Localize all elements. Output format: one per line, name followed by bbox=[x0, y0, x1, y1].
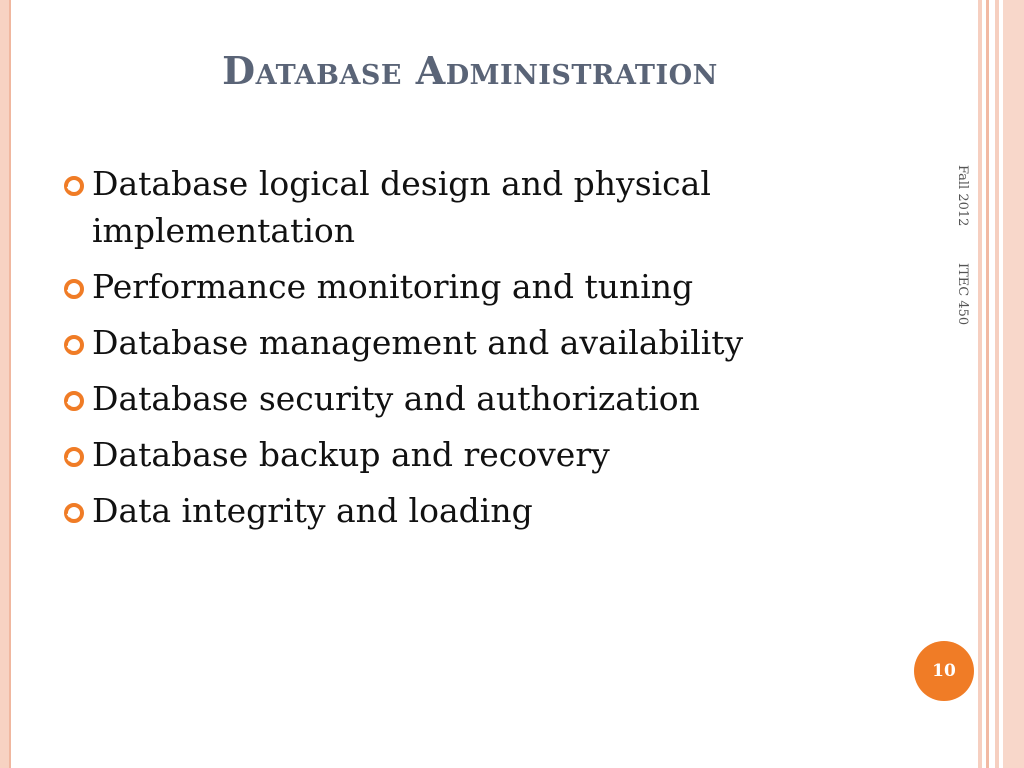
bullet-text: Data integrity and loading bbox=[92, 491, 533, 530]
ring-bullet-icon bbox=[64, 503, 84, 523]
ring-bullet-icon bbox=[64, 279, 84, 299]
bullet-item bbox=[62, 487, 862, 534]
bullet-item bbox=[62, 319, 862, 366]
footer-course: ITEC 450 bbox=[955, 262, 970, 325]
bullet-item bbox=[62, 263, 862, 310]
page-number: 10 bbox=[932, 661, 956, 681]
left-border-line bbox=[9, 0, 11, 768]
stripe bbox=[1003, 0, 1024, 768]
bullet-text: Database backup and recovery bbox=[92, 435, 610, 474]
bullet-text: Database security and authorization bbox=[92, 379, 700, 418]
ring-bullet-icon bbox=[64, 447, 84, 467]
footer-vertical-text bbox=[948, 165, 970, 365]
ring-bullet-icon bbox=[64, 391, 84, 411]
bullet-text: Database management and availability bbox=[92, 323, 744, 362]
right-stripes-decoration bbox=[978, 0, 1024, 768]
bullet-text: Database logical design and physical implementation bbox=[92, 164, 711, 250]
bullet-item bbox=[62, 160, 862, 254]
left-border-decoration bbox=[0, 0, 9, 768]
bullet-text: Performance monitoring and tuning bbox=[92, 267, 694, 306]
bullet-item bbox=[62, 431, 862, 478]
ring-bullet-icon bbox=[64, 335, 84, 355]
bullet-list bbox=[62, 160, 862, 543]
page-number-badge bbox=[914, 641, 974, 701]
ring-bullet-icon bbox=[64, 176, 84, 196]
slide-title: Database Administration bbox=[222, 48, 718, 93]
bullet-item bbox=[62, 375, 862, 422]
footer-date: Fall 2012 bbox=[955, 165, 970, 227]
